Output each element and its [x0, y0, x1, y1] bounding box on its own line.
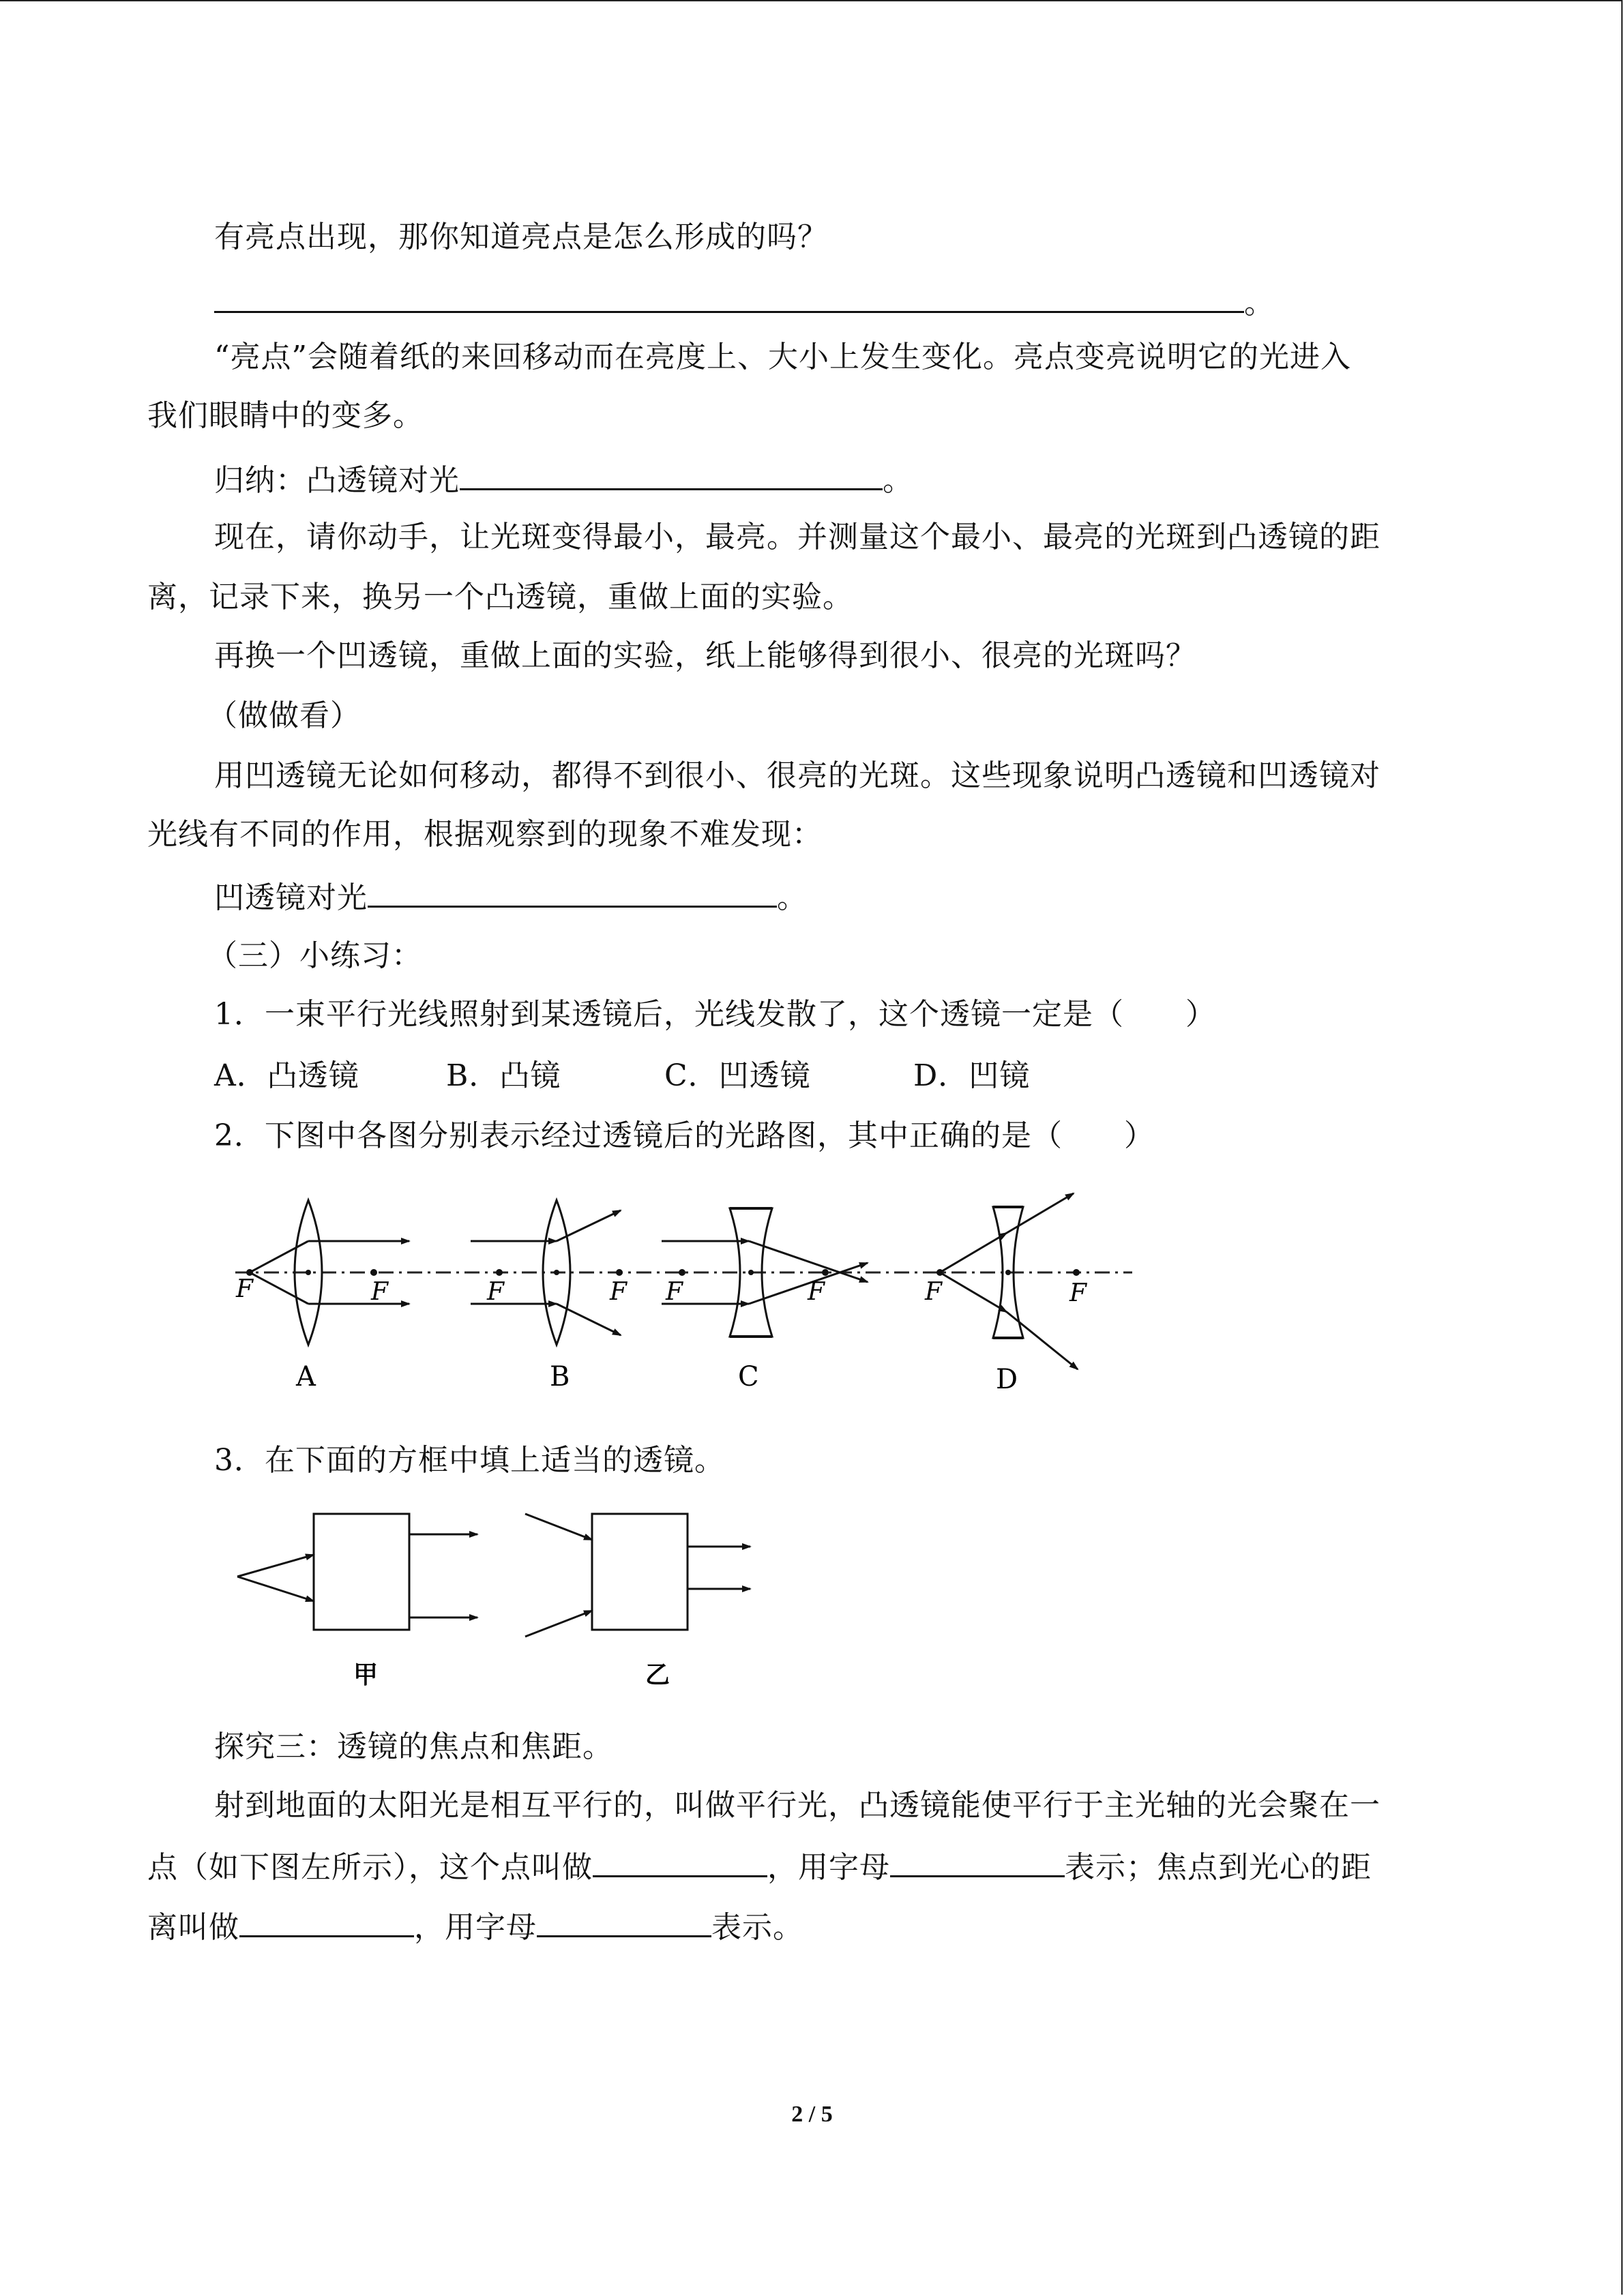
focal-length-name-blank[interactable]	[239, 1905, 414, 1937]
focal-length-letter-blank[interactable]	[537, 1905, 711, 1937]
ray	[525, 1611, 592, 1637]
paragraph-2	[214, 281, 1275, 324]
diagram-label-a: A	[296, 1361, 316, 1392]
optical-center	[306, 1270, 311, 1275]
diagram-c	[662, 1208, 868, 1392]
question-3: 3．在下面的方框中填上适当的透镜。	[214, 1443, 725, 1478]
focus-point	[679, 1269, 685, 1276]
period: 。	[777, 880, 808, 915]
ray	[940, 1233, 1007, 1272]
question-2: 2．下图中各图分别表示经过透镜后的光路图，其中正确的是（ ）	[214, 1118, 1155, 1153]
paragraph-8a: 用凹透镜无论如何移动，都得不到很小、很亮的光斑。这些现象说明凸透镜和凹透镜对	[214, 758, 1381, 793]
ray	[557, 1304, 621, 1335]
focus-letter-blank[interactable]	[890, 1845, 1065, 1877]
answer-blank[interactable]	[368, 876, 777, 908]
diagram-label-c: C	[738, 1361, 759, 1392]
period: 。	[1244, 286, 1275, 320]
focus-point	[370, 1269, 377, 1276]
page-number: 2 / 5	[791, 2102, 833, 2127]
lens-diagram-figure	[205, 1187, 1146, 1412]
paragraph-7: （做做看）	[207, 698, 361, 733]
text-segment: 表示；焦点到光心的距	[1065, 1850, 1372, 1885]
text-segment: ，用字母	[414, 1910, 537, 1945]
section-3-line-b	[147, 1845, 1372, 1888]
section-3-title: 探究三：透镜的焦点和焦距。	[214, 1729, 613, 1764]
paragraph-9	[214, 876, 808, 919]
focus-point	[936, 1269, 943, 1276]
focus-label: F	[666, 1278, 683, 1306]
focus-label: F	[487, 1278, 504, 1306]
text-segment: ，用字母	[767, 1850, 890, 1885]
ray	[250, 1272, 308, 1304]
option-b[interactable]: B．凸镜	[446, 1058, 561, 1093]
ray	[237, 1555, 314, 1577]
focus-point	[1073, 1269, 1080, 1276]
optical-center	[554, 1270, 559, 1275]
answer-blank[interactable]	[214, 281, 1244, 313]
focus-label: F	[925, 1278, 942, 1306]
period: 。	[883, 463, 913, 498]
paragraph-3a: “亮点”会随着纸的来回移动而在亮度上、大小上发生变化。亮点变亮说明它的光进入	[214, 340, 1351, 374]
optical-center	[748, 1270, 754, 1275]
focus-label: F	[808, 1278, 825, 1306]
focus-name-blank[interactable]	[593, 1845, 767, 1877]
ray	[1007, 1312, 1078, 1369]
diagram-b	[471, 1200, 628, 1392]
paragraph-5a: 现在，请你动手，让光斑变得最小，最亮。并测量这个最小、最亮的光斑到凸透镜的距	[214, 520, 1381, 554]
paragraph-3b: 我们眼睛中的变多。	[147, 398, 424, 433]
lens-diagram-svg	[205, 1187, 1146, 1412]
paragraph-4	[214, 458, 913, 501]
focus-label: F	[1069, 1279, 1087, 1307]
focus-label: F	[610, 1278, 627, 1306]
paragraph-1: 有亮点出现，那你知道亮点是怎么形成的吗？	[214, 220, 828, 254]
focus-point	[822, 1269, 829, 1276]
ray	[237, 1577, 314, 1601]
ray	[525, 1514, 592, 1540]
diagram-yi	[525, 1514, 750, 1689]
option-d[interactable]: D．凹镜	[913, 1058, 1031, 1093]
diagram-d	[924, 1193, 1088, 1395]
ray	[250, 1241, 308, 1272]
ray	[1007, 1193, 1074, 1233]
paragraph-5b: 离，记录下来，换另一个凸透镜，重做上面的实验。	[147, 580, 853, 614]
diagram-label-b: B	[550, 1361, 570, 1392]
diagram-label-jia: 甲	[353, 1660, 379, 1689]
text-segment: 点（如下图左所示），这个点叫做	[147, 1850, 593, 1885]
focus-label: F	[371, 1278, 388, 1306]
option-c[interactable]: C．凹透镜	[664, 1058, 811, 1093]
text-segment: 离叫做	[147, 1910, 239, 1945]
lens-box-jia[interactable]	[314, 1514, 409, 1630]
box-diagram-svg	[225, 1500, 784, 1698]
answer-blank[interactable]	[460, 458, 883, 490]
text-segment: 表示。	[711, 1910, 803, 1945]
ray	[940, 1272, 1007, 1312]
option-a[interactable]: A．凸透镜	[214, 1058, 359, 1093]
focus-label: F	[236, 1275, 253, 1303]
focus-point	[496, 1269, 503, 1276]
ray	[749, 1241, 868, 1282]
question-1-options	[214, 1056, 1030, 1097]
ray	[557, 1210, 621, 1241]
paragraph-9-text: 凹透镜对光	[214, 880, 368, 915]
box-diagram-figure	[225, 1500, 784, 1698]
paragraph-8b: 光线有不同的作用，根据观察到的现象不难发现：	[147, 817, 823, 852]
lens-box-yi[interactable]	[592, 1514, 688, 1630]
section-3-line-c	[147, 1905, 803, 1948]
diagram-jia	[237, 1514, 477, 1689]
section-3-line-a: 射到地面的太阳光是相互平行的，叫做平行光，凸透镜能使平行于主光轴的光会聚在一	[214, 1788, 1381, 1823]
focus-point	[616, 1269, 623, 1276]
diagram-a	[235, 1200, 409, 1392]
diagram-label-d: D	[996, 1364, 1018, 1395]
section-exercises: （三）小练习：	[207, 938, 422, 973]
paragraph-6: 再换一个凹透镜，重做上面的实验，纸上能够得到很小、很亮的光斑吗？	[214, 638, 1196, 673]
paragraph-4-text: 归纳：凸透镜对光	[214, 463, 460, 498]
diagram-label-yi: 乙	[645, 1660, 670, 1689]
question-1: 1．一束平行光线照射到某透镜后，光线发散了，这个透镜一定是（ ）	[214, 997, 1216, 1032]
optical-center	[1005, 1270, 1011, 1275]
